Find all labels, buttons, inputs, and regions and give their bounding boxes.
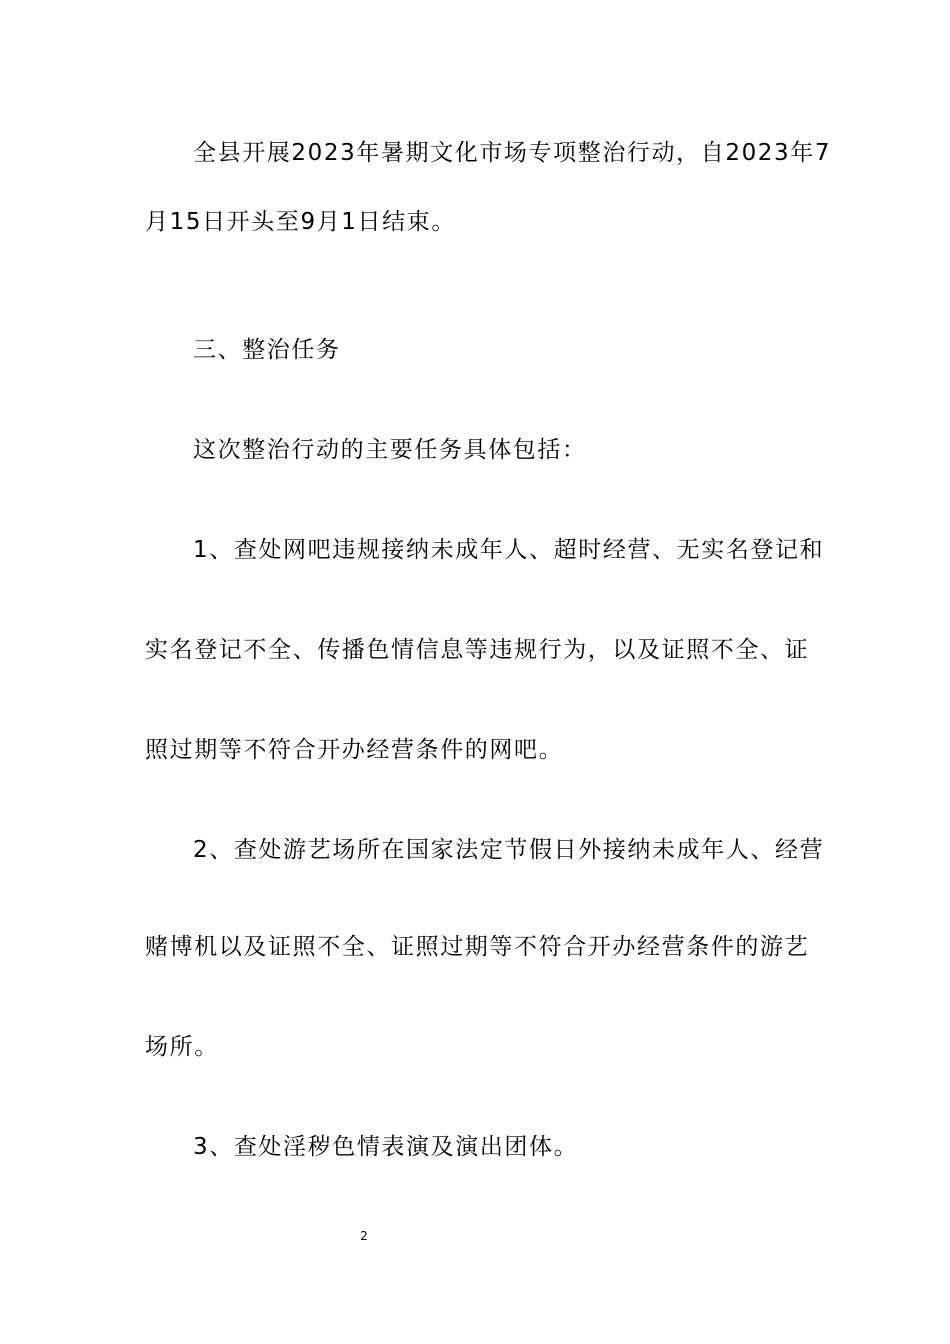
list-item-line: 照过期等不符合开办经营条件的网吧。 — [145, 737, 564, 763]
list-item-line: 1、查处网吧违规接纳未成年人、超时经营、无实名登记和 — [193, 537, 825, 563]
list-item-line: 3、查处淫秽色情表演及演出团体。 — [193, 1134, 579, 1160]
list-item-line: 实名登记不全、传播色情信息等违规行为，以及证照不全、证 — [145, 637, 810, 663]
list-item-line: 2、查处游艺场所在国家法定节假日外接纳未成年人、经营 — [193, 837, 825, 863]
paragraph-line: 全县开展2023年暑期文化市场专项整治行动，自2023年7 — [193, 140, 832, 166]
list-item-line: 场所。 — [145, 1034, 219, 1060]
paragraph-line: 这次整治行动的主要任务具体包括： — [193, 437, 587, 463]
list-item-line: 赌博机以及证照不全、证照过期等不符合开办经营条件的游艺 — [145, 934, 810, 960]
paragraph-line: 月15日开头至9月1日结束。 — [145, 209, 456, 235]
page-number: 2 — [360, 1229, 368, 1243]
section-heading: 三、整治任务 — [193, 337, 341, 363]
